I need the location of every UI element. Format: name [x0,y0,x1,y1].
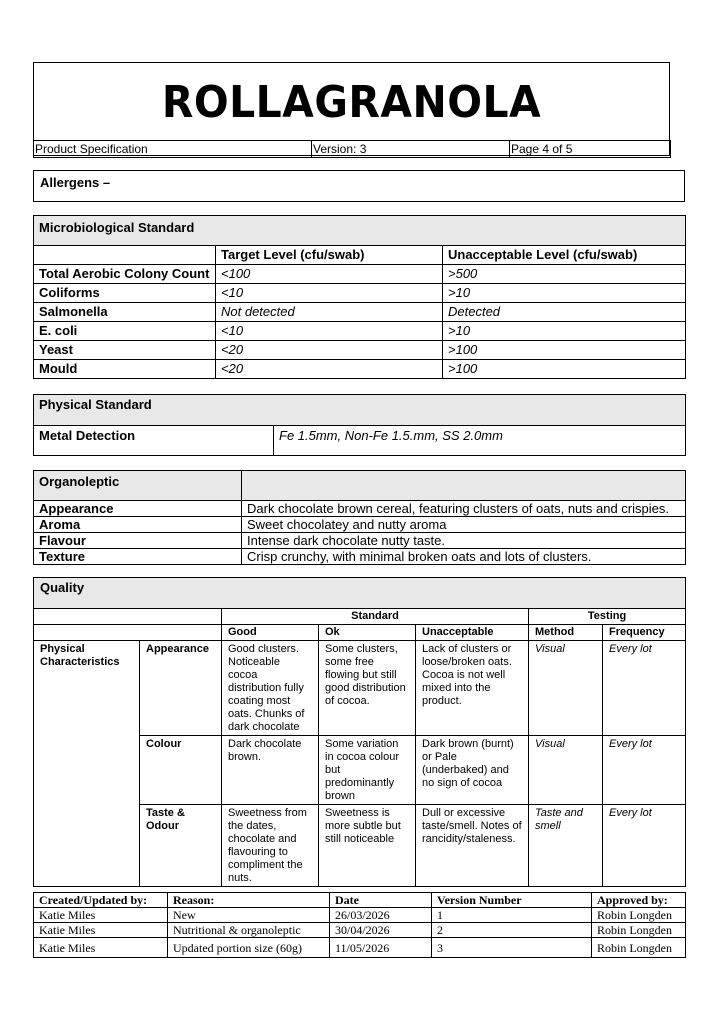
revision-approved: Robin Longden [592,938,686,958]
organoleptic-title-blank [242,471,686,501]
revision-reason: Nutritional & organoleptic [168,923,330,938]
quality-method: Visual [529,641,603,736]
table-row [34,549,686,565]
revision-created: Katie Miles [34,923,168,938]
revision-version: 1 [432,908,592,923]
table-row [34,303,686,322]
micro-unacceptable: >10 [443,322,686,341]
micro-target: <10 [216,284,443,303]
micro-target: <20 [216,360,443,379]
table-row [34,341,686,360]
organoleptic-value: Intense dark chocolate nutty taste. [242,533,686,549]
micro-target: Not detected [216,303,443,322]
col-version: Version Number [432,893,592,908]
revision-reason: New [168,908,330,923]
micro-name: Total Aerobic Colony Count [34,265,216,284]
quality-ok: Some clusters, some free flowing but still good distribution of cocoa. [319,641,416,736]
revision-version: 3 [432,938,592,958]
physical-standard-table [33,394,686,456]
micro-name: E. coli [34,322,216,341]
micro-target: <20 [216,341,443,360]
quality-good: Sweetness from the dates, chocolate and flavouring to compliment the nuts. [222,805,319,887]
organoleptic-value: Dark chocolate brown cereal, featuring clusters of oats, nuts and crispies. [242,501,686,517]
quality-method: Visual [529,736,603,805]
col-target: Target Level (cfu/swab) [216,246,443,265]
quality-header-blank [34,609,222,625]
micro-unacceptable: Detected [443,303,686,322]
quality-table [33,577,686,887]
col-good: Good [222,625,319,641]
table-row [34,938,686,958]
quality-method: Taste and smell [529,805,603,887]
col-created: Created/Updated by: [34,893,168,908]
organoleptic-name: Appearance [34,501,242,517]
table-row [34,284,686,303]
revision-created: Katie Miles [34,908,168,923]
revision-approved: Robin Longden [592,923,686,938]
micro-name: Salmonella [34,303,216,322]
micro-name: Yeast [34,341,216,360]
quality-frequency: Every lot [603,805,686,887]
organoleptic-name: Texture [34,549,242,565]
micro-unacceptable: >10 [443,284,686,303]
col-reason: Reason: [168,893,330,908]
table-row [34,923,686,938]
allergens-section [33,170,685,202]
revision-date: 11/05/2026 [330,938,432,958]
testing-header: Testing [529,609,686,625]
micro-name: Mould [34,360,216,379]
quality-good: Dark chocolate brown. [222,736,319,805]
header-blank [34,246,216,265]
col-unacceptable: Unacceptable [416,625,529,641]
quality-unacceptable: Dark brown (burnt) or Pale (underbaked) and no sign of cocoa [416,736,529,805]
group-label: Physical Characteristics [34,641,140,887]
revision-approved: Robin Longden [592,908,686,923]
header-info-table [33,140,671,158]
quality-attribute: Appearance [140,641,222,736]
doc-type: Product Specification [34,141,312,158]
micro-name: Coliforms [34,284,216,303]
revision-version: 2 [432,923,592,938]
table-row [34,641,686,736]
doc-version: Version: 3 [312,141,510,158]
page-number: Page 4 of 5 [510,141,671,158]
standard-header: Standard [222,609,529,625]
brand-logo: ROLLAGRANOLA [161,77,542,128]
col-date: Date [330,893,432,908]
micro-unacceptable: >100 [443,360,686,379]
allergens-label: Allergens – [40,175,111,190]
quality-good: Good clusters. Noticeable cocoa distribution fully coating most oats. Chunks of dark chocolate [222,641,319,736]
organoleptic-table [33,470,686,565]
quality-ok: Some variation in cocoa colour but predominantly brown [319,736,416,805]
col-method: Method [529,625,603,641]
quality-subheader-blank [34,625,222,641]
revision-history-table [33,892,686,958]
col-frequency: Frequency [603,625,686,641]
table-row [34,265,686,284]
col-ok: Ok [319,625,416,641]
physical-title: Physical Standard [34,395,686,426]
quality-unacceptable: Dull or excessive taste/smell. Notes of rancidity/staleness. [416,805,529,887]
revision-date: 30/04/2026 [330,923,432,938]
col-approved: Approved by: [592,893,686,908]
micro-target: <10 [216,322,443,341]
quality-frequency: Every lot [603,641,686,736]
table-row [34,533,686,549]
quality-attribute: Colour [140,736,222,805]
metal-detection-label: Metal Detection [34,426,274,456]
microbiological-title: Microbiological Standard [34,216,686,246]
organoleptic-title: Organoleptic [34,471,242,501]
micro-unacceptable: >100 [443,341,686,360]
revision-created: Katie Miles [34,938,168,958]
organoleptic-value: Sweet chocolatey and nutty aroma [242,517,686,533]
table-row [34,322,686,341]
metal-detection-value: Fe 1.5mm, Non-Fe 1.5.mm, SS 2.0mm [274,426,686,456]
micro-unacceptable: >500 [443,265,686,284]
microbiological-table [33,215,686,379]
quality-frequency: Every lot [603,736,686,805]
micro-target: <100 [216,265,443,284]
organoleptic-name: Flavour [34,533,242,549]
organoleptic-name: Aroma [34,517,242,533]
quality-ok: Sweetness is more subtle but still noticeable [319,805,416,887]
organoleptic-value: Crisp crunchy, with minimal broken oats and lots of clusters. [242,549,686,565]
quality-unacceptable: Lack of clusters or loose/broken oats. Cocoa is not well mixed into the product. [416,641,529,736]
table-row [34,908,686,923]
col-unacceptable: Unacceptable Level (cfu/swab) [443,246,686,265]
table-row [34,517,686,533]
revision-date: 26/03/2026 [330,908,432,923]
table-row [34,360,686,379]
revision-reason: Updated portion size (60g) [168,938,330,958]
quality-attribute: Taste & Odour [140,805,222,887]
table-row [34,501,686,517]
quality-title: Quality [34,578,686,609]
